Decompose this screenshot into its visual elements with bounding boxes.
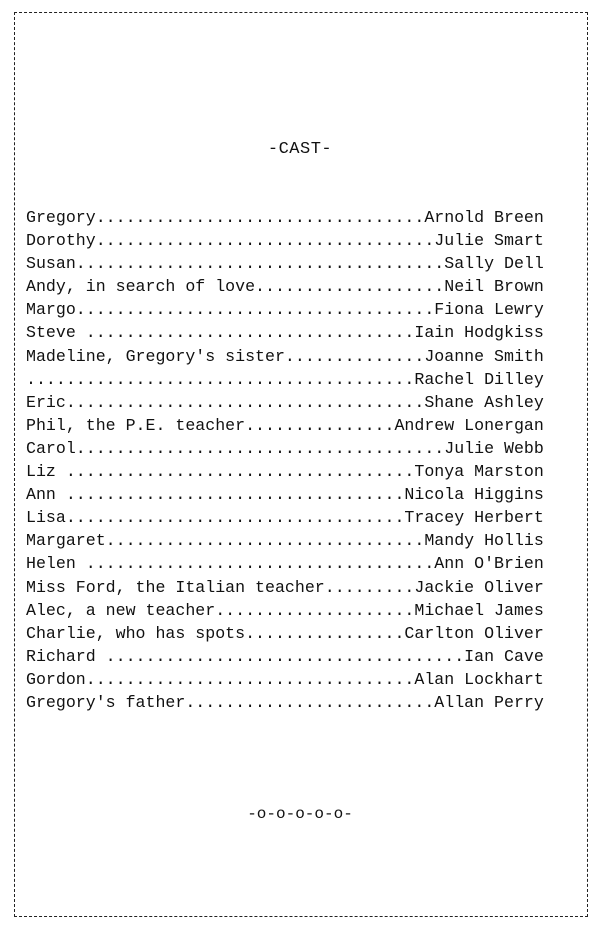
cast-actor: Michael James [414,600,544,620]
cast-row [26,275,548,298]
cast-actor: Shane Ashley [424,392,544,412]
cast-actor: Joanne Smith [424,346,544,366]
cast-row [26,206,548,229]
dot-leader: ............... [245,415,395,435]
cast-row [26,645,548,668]
dot-leader: ..................................... [75,438,445,458]
cast-row [26,252,548,275]
cast-role: Liz [26,462,66,482]
cast-actor: Nicola Higgins [404,485,544,505]
cast-actor: Arnold Breen [424,208,544,227]
cast-row [26,298,548,321]
cast-row [26,506,548,529]
cast-role: Dorothy [26,231,96,251]
cast-role: Gordon [26,669,86,689]
cast-actor: Ann O'Brien [434,554,544,574]
cast-role: Steve [26,323,86,343]
dot-leader: ................................... [65,462,415,482]
cast-actor: Andrew Lonergan [394,415,544,435]
dot-leader: .................................... [65,392,425,412]
dot-leader: ..................................... [75,254,445,274]
cast-row [26,552,548,575]
cast-row [26,460,548,483]
cast-role: Susan [26,254,76,274]
cast-actor: Tracey Herbert [404,508,544,528]
cast-actor: Jackie Oliver [414,577,544,597]
dot-leader: .................................. [65,485,405,505]
cast-role: Gregory's father [26,692,186,712]
cast-row [26,437,548,460]
cast-role: Madeline, Gregory's sister [26,346,285,366]
cast-row [26,483,548,506]
cast-actor: Julie Smart [434,231,544,251]
cast-role: Miss Ford, the Italian teacher [26,577,325,597]
cast-row [26,668,548,691]
cast-role: Lisa [26,508,66,528]
cast-actor: Neil Brown [444,277,544,297]
dot-leader: .................................... [105,646,465,666]
cast-actor: Rachel Dilley [414,369,544,389]
cast-actor: Julie Webb [444,438,544,458]
cast-actor: Fiona Lewry [434,300,544,320]
cast-row [26,414,548,437]
cast-actor: Mandy Hollis [424,531,544,551]
cast-actor: Tonya Marston [414,462,544,482]
cast-role: Phil, the P.E. teacher [26,415,246,435]
dot-leader: ....................................... [26,369,415,389]
cast-row [26,576,548,599]
cast-row [26,391,548,414]
cast-role: Helen [26,554,86,574]
cast-row [26,622,548,645]
cast-role: Gregory [26,208,96,227]
cast-actor: Alan Lockhart [414,669,544,689]
cast-row [26,368,548,391]
dot-leader: ................................... [85,554,435,574]
cast-role: Carol [26,438,76,458]
cast-role: Charlie, who has spots [26,623,246,643]
cast-actor: Carlton Oliver [404,623,544,643]
cast-role: Andy, in search of love [26,277,256,297]
dot-leader: .................... [215,600,415,620]
dot-leader: ................ [245,623,405,643]
cast-actor: Allan Perry [434,692,544,712]
dot-leader: .............. [284,346,425,366]
dot-leader: ................................. [95,208,425,227]
dot-leader: ................................. [85,323,415,343]
cast-role: Margo [26,300,76,320]
dot-leader: ................................ [105,531,425,551]
cast-role: Margaret [26,531,106,551]
cast-actor: Ian Cave [464,646,544,666]
cast-role: Richard [26,646,106,666]
footer-ornament: -o-o-o-o-o- [247,805,353,823]
cast-actor: Sally Dell [444,254,544,274]
cast-list [26,206,548,714]
cast-row [26,229,548,252]
cast-row [26,691,548,714]
dot-leader: .................................... [75,300,435,320]
dot-leader: .................................. [65,508,405,528]
dot-leader: ......................... [185,692,435,712]
cast-heading: -CAST- [267,140,333,159]
cast-role: Eric [26,392,66,412]
cast-role: Ann [26,485,66,505]
cast-actor: Iain Hodgkiss [414,323,544,343]
cast-row [26,345,548,368]
cast-row [26,529,548,552]
dot-leader: ................... [255,277,445,297]
cast-row [26,599,548,622]
dot-leader: ......... [324,577,415,597]
dot-leader: .................................. [95,231,435,251]
dot-leader: ................................. [85,669,415,689]
cast-role: Alec, a new teacher [26,600,216,620]
cast-row [26,321,548,344]
